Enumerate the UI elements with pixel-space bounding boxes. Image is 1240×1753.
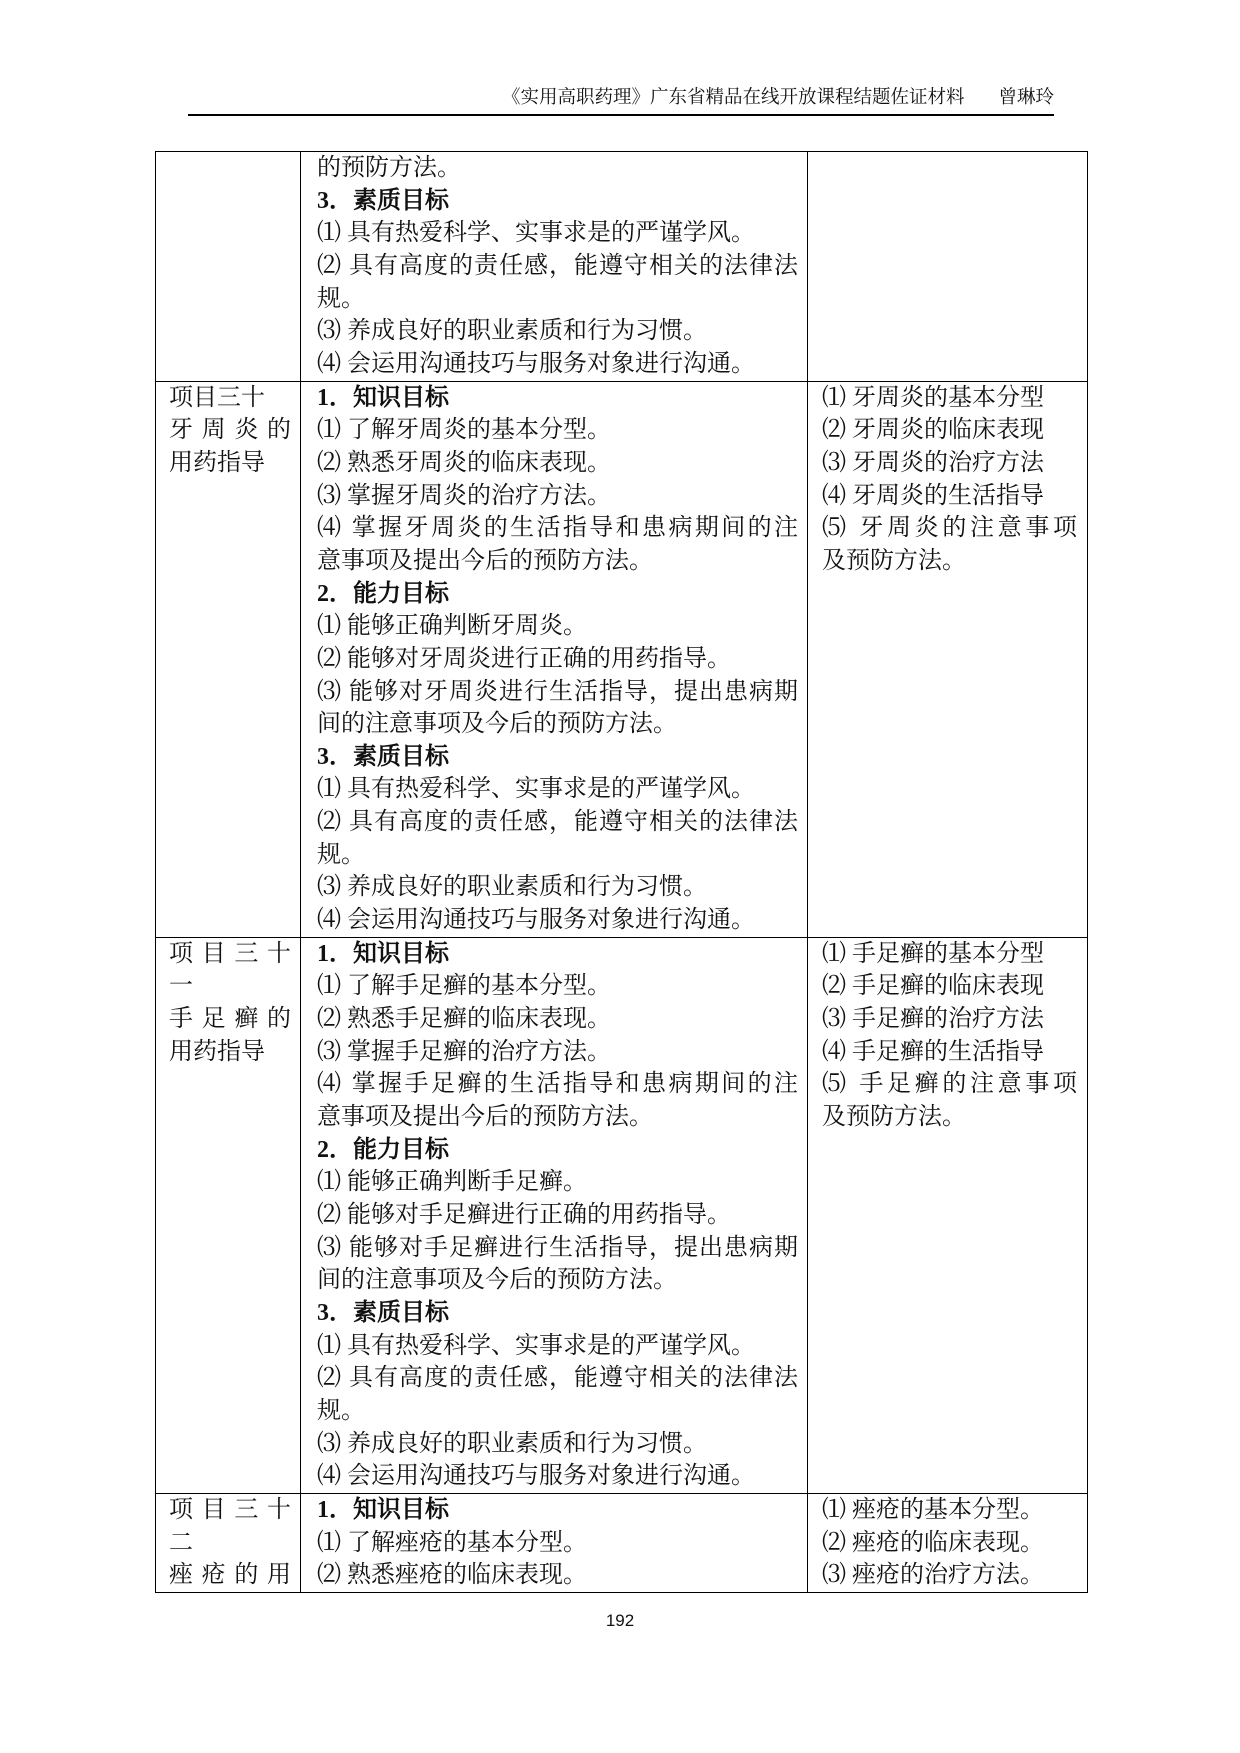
- objective-line: ⑴ 具有热爱科学、实事求是的严谨学风。: [317, 776, 755, 803]
- page-number: 192: [605, 1611, 635, 1630]
- objective-line: 的预防方法。: [317, 155, 461, 181]
- project-name-line: 手足癣的: [169, 1006, 291, 1033]
- project-name-line: 项目三十: [169, 1496, 291, 1523]
- content-line: 及预防方法。: [822, 547, 966, 574]
- objective-heading: 2．能力目标: [317, 580, 449, 607]
- objective-line: ⑷ 掌握手足癣的生活指导和患病期间的注: [317, 1071, 798, 1098]
- project-name-line: 痤疮的用: [169, 1562, 291, 1589]
- objective-line: ⑴ 能够正确判断牙周炎。: [317, 613, 587, 640]
- objective-line: ⑶ 掌握手足癣的治疗方法。: [317, 1038, 611, 1065]
- objective-line: ⑵ 能够对牙周炎进行正确的用药指导。: [317, 645, 731, 672]
- objective-line: ⑷ 掌握牙周炎的生活指导和患病期间的注: [317, 515, 798, 542]
- objective-line: ⑷ 会运用沟通技巧与服务对象进行沟通。: [317, 1463, 755, 1490]
- objective-line: 规。: [317, 285, 365, 312]
- header-author: 曾琳玲: [998, 88, 1054, 108]
- header-document-title: 《实用高职药理》广东省精品在线开放课程结题佐证材料: [501, 88, 965, 108]
- content-line: ⑶ 手足癣的治疗方法: [822, 1006, 1044, 1033]
- objective-line: ⑵ 熟悉手足癣的临床表现。: [317, 1006, 611, 1033]
- project-name-line: 一: [169, 973, 193, 1000]
- content-line: ⑶ 牙周炎的治疗方法: [822, 449, 1044, 476]
- project-name-cell: [156, 381, 301, 937]
- objective-line: ⑵ 具有高度的责任感，能遵守相关的法律法: [317, 1365, 798, 1392]
- project-name-line: 二: [169, 1529, 193, 1556]
- project-name-cell: [156, 1493, 301, 1592]
- objective-line: ⑶ 养成良好的职业素质和行为习惯。: [317, 318, 707, 345]
- objective-line: ⑴ 了解手足癣的基本分型。: [317, 973, 611, 1000]
- objective-line: 意事项及提出今后的预防方法。: [317, 547, 653, 574]
- objective-heading: 1．知识目标: [317, 940, 449, 967]
- course-objectives-table: [155, 151, 1088, 1593]
- objectives-cell: [301, 1493, 808, 1592]
- objective-line: ⑴ 了解牙周炎的基本分型。: [317, 417, 611, 444]
- objective-line: ⑶ 养成良好的职业素质和行为习惯。: [317, 874, 707, 901]
- header-rule: [188, 114, 1054, 116]
- content-line: ⑸ 手足癣的注意事项: [822, 1071, 1077, 1098]
- project-name-line: 用药指导: [169, 1038, 265, 1065]
- objective-line: ⑵ 具有高度的责任感，能遵守相关的法律法: [317, 252, 798, 279]
- table-row: [156, 937, 1088, 1493]
- content-line: ⑵ 手足癣的临床表现: [822, 973, 1044, 1000]
- objective-line: ⑴ 能够正确判断手足癣。: [317, 1169, 587, 1196]
- objectives-cell: [301, 381, 808, 937]
- objective-line: ⑵ 能够对手足癣进行正确的用药指导。: [317, 1202, 731, 1228]
- objective-line: ⑴ 具有热爱科学、实事求是的严谨学风。: [317, 220, 755, 247]
- content-line: ⑸ 牙周炎的注意事项: [822, 515, 1077, 542]
- content-cell: [808, 937, 1088, 1493]
- objective-line: 间的注意事项及今后的预防方法。: [317, 1267, 677, 1294]
- objective-heading: 1．知识目标: [317, 1496, 449, 1523]
- objective-line: ⑵ 具有高度的责任感，能遵守相关的法律法: [317, 809, 798, 836]
- content-line: ⑷ 手足癣的生活指导: [822, 1038, 1044, 1065]
- objective-line: ⑶ 养成良好的职业素质和行为习惯。: [317, 1430, 707, 1457]
- objective-heading: 1．知识目标: [317, 384, 449, 411]
- objectives-cell: [301, 937, 808, 1493]
- project-name-line: 项目三十: [169, 384, 265, 411]
- table-row: [156, 152, 1088, 382]
- project-name-cell: [156, 152, 301, 382]
- objective-line: 规。: [317, 1397, 365, 1424]
- content-line: ⑴ 手足癣的基本分型: [822, 940, 1044, 967]
- content-line: ⑵ 牙周炎的临床表现: [822, 417, 1044, 444]
- course-table-body: [156, 152, 1088, 1593]
- objective-line: ⑶ 能够对手足癣进行生活指导，提出患病期: [317, 1234, 798, 1261]
- objective-line: 规。: [317, 841, 365, 868]
- objective-line: ⑷ 会运用沟通技巧与服务对象进行沟通。: [317, 907, 755, 934]
- content-line: ⑴ 痤疮的基本分型。: [822, 1496, 1044, 1523]
- content-line: ⑷ 牙周炎的生活指导: [822, 482, 1044, 509]
- running-header: [502, 86, 1054, 110]
- content-line: ⑶ 痤疮的治疗方法。: [822, 1562, 1044, 1589]
- objective-line: ⑶ 掌握牙周炎的治疗方法。: [317, 482, 611, 509]
- objective-heading: 3．素质目标: [317, 187, 449, 214]
- objective-line: ⑷ 会运用沟通技巧与服务对象进行沟通。: [317, 350, 755, 377]
- table-row: [156, 1493, 1088, 1592]
- project-name-line: 牙周炎的: [169, 417, 291, 444]
- objective-line: ⑴ 了解痤疮的基本分型。: [317, 1529, 587, 1556]
- table-row: [156, 381, 1088, 937]
- content-line: ⑴ 牙周炎的基本分型: [822, 384, 1044, 411]
- objective-heading: 3．素质目标: [317, 743, 449, 770]
- content-cell: [808, 152, 1088, 382]
- objective-line: 意事项及提出今后的预防方法。: [317, 1104, 653, 1131]
- objective-line: ⑶ 能够对牙周炎进行生活指导，提出患病期: [317, 678, 798, 705]
- objective-line: ⑵ 熟悉牙周炎的临床表现。: [317, 449, 611, 476]
- objective-heading: 3．素质目标: [317, 1299, 449, 1326]
- project-name-line: 用药指导: [169, 449, 265, 476]
- content-cell: [808, 381, 1088, 937]
- content-line: ⑵ 痤疮的临床表现。: [822, 1529, 1044, 1556]
- objective-heading: 2．能力目标: [317, 1136, 449, 1163]
- objectives-cell: [301, 152, 808, 382]
- objective-line: ⑴ 具有热爱科学、实事求是的严谨学风。: [317, 1332, 755, 1359]
- content-cell: [808, 1493, 1088, 1592]
- objective-line: ⑵ 熟悉痤疮的临床表现。: [317, 1562, 587, 1589]
- content-line: 及预防方法。: [822, 1104, 966, 1131]
- project-name-cell: [156, 937, 301, 1493]
- project-name-line: 项目三十: [169, 940, 291, 967]
- objective-line: 间的注意事项及今后的预防方法。: [317, 711, 677, 738]
